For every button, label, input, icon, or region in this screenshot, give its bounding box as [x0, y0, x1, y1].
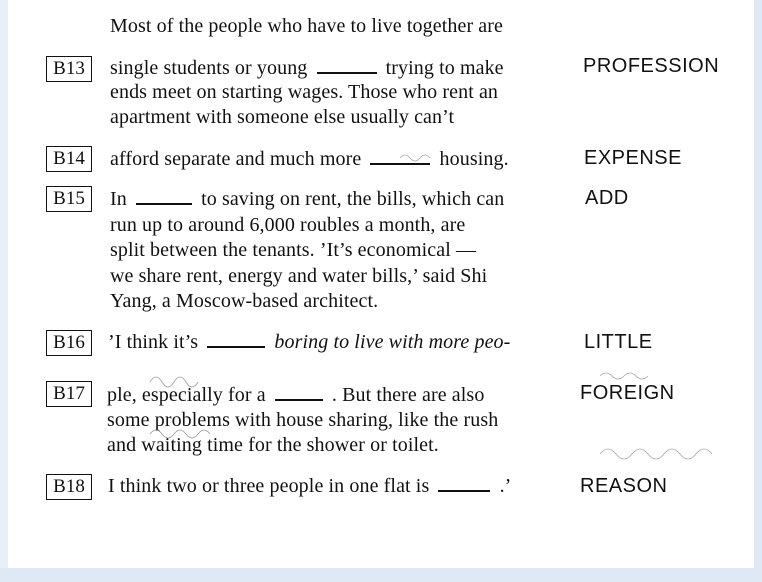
pencil-mark: [148, 368, 228, 388]
b16-answer-blank[interactable]: [207, 330, 265, 348]
b15-text-after: to saving on rent, the bills, which can: [201, 188, 505, 210]
pencil-mark-3: [598, 440, 728, 462]
b17-text-before: ple, especially for a: [107, 384, 266, 406]
text-line-4: apartment with someone else usually can’t: [110, 106, 455, 128]
b16-text-before: ’I think it’s: [108, 331, 199, 353]
b16-text-after: boring to live with more peo-: [274, 331, 511, 353]
text-line-3: ends meet on starting wages. Those who rent an: [110, 81, 499, 103]
text-line-10: Yang, a Moscow-based architect.: [110, 290, 379, 312]
b14-text-before: afford separate and much more: [110, 148, 362, 170]
b16-source-word: LITTLE: [584, 331, 653, 353]
worksheet-page: [8, 0, 754, 568]
b18-answer-blank[interactable]: [438, 474, 490, 492]
b15-answer-blank[interactable]: [136, 187, 192, 205]
item-number-b13: B13: [46, 56, 92, 82]
text-line-b18: [108, 474, 511, 498]
b13-text-after: trying to make: [385, 57, 504, 79]
b15-text-before: In: [110, 188, 127, 210]
page-frame-edge: [0, 0, 8, 582]
pencil-mark-2: [148, 424, 238, 440]
text-line-b13: [110, 56, 504, 80]
text-line-1: Most of the people who have to live together are: [110, 15, 504, 37]
item-number-b17: B17: [46, 381, 92, 407]
text-line-13: some problems with house sharing, like the rush: [107, 409, 499, 431]
b13-answer-blank[interactable]: [317, 56, 377, 74]
b17-text-after: . But there are also: [331, 384, 485, 406]
text-line-b14: [110, 147, 509, 171]
b18-source-word: REASON: [580, 475, 668, 497]
pencil-mark-5: [398, 150, 438, 162]
text-line-9: we share rent, energy and water bills,’ said Shi: [110, 265, 488, 287]
b17-source-word: FOREIGN: [580, 382, 675, 404]
b17-answer-blank[interactable]: [275, 383, 323, 401]
text-line-14: and waiting time for the shower or toilet.: [107, 434, 439, 456]
pencil-mark-4: [598, 366, 688, 382]
item-number-b18: B18: [46, 474, 92, 500]
page-bottom-band: [0, 568, 762, 582]
b14-text-after: housing.: [439, 148, 509, 170]
b13-source-word: PROFESSION: [583, 55, 720, 77]
b13-text-before: single students or young: [110, 57, 308, 79]
item-number-b16: B16: [46, 330, 92, 356]
text-line-b15: [110, 187, 504, 211]
text-line-7: run up to around 6,000 roubles a month, are: [110, 214, 466, 236]
item-number-b14: B14: [46, 146, 92, 172]
text-line-8: split between the tenants. ’It’s economical —: [110, 239, 477, 261]
b14-source-word: EXPENSE: [584, 147, 682, 169]
b18-text-before: I think two or three people in one flat is: [108, 475, 430, 497]
item-number-b15: B15: [46, 186, 92, 212]
text-line-b16: [108, 330, 510, 354]
b15-source-word: ADD: [585, 187, 629, 209]
b18-text-after: .’: [499, 475, 512, 497]
